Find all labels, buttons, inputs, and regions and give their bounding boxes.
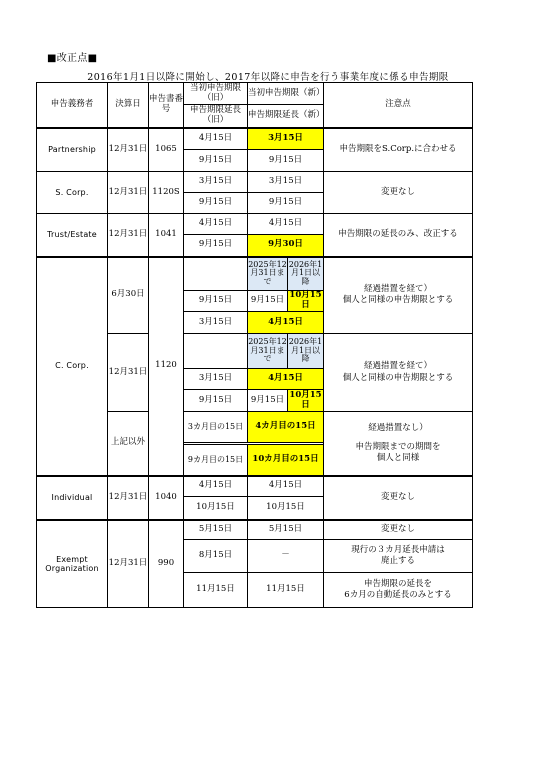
note: 変更なし <box>324 520 473 540</box>
extension-new-from-2026: 10月15日 <box>289 290 322 310</box>
extension-new: 11月15日 <box>248 573 324 608</box>
note-line: 個人と同様 <box>376 452 420 463</box>
note-line: 個人と同様の申告期限とする <box>342 295 454 306</box>
deadline-table <box>36 82 473 608</box>
extension-old: 10月15日 <box>184 497 248 520</box>
header-fiscal-year-end: 決算日 <box>108 83 149 128</box>
header-taxpayer: 申告義務者 <box>37 83 108 128</box>
header-ext-deadline-old: 申告期限延長（旧） <box>184 105 248 128</box>
extension-new-changed: 9月30日 <box>248 235 324 257</box>
fiscal-year-end: 12月31日 <box>108 128 149 172</box>
extension-new: 10月15日 <box>248 497 324 520</box>
deadline-old: 3月15日 <box>184 172 248 193</box>
deadline-new-changed: 4カ月目の15日 <box>248 412 324 443</box>
extension-new-until-2025: 9月15日 <box>248 390 288 412</box>
extension-old: 9月15日 <box>184 193 248 214</box>
deadline-new: 4月15日 <box>248 476 324 497</box>
deadline-new-changed: 4月15日 <box>248 369 324 390</box>
taxpayer-name-line: Organization <box>45 563 99 573</box>
extension-new: － <box>248 540 324 573</box>
note-line: 個人と同様の申告期限とする <box>342 372 454 383</box>
note: 変更なし <box>324 476 473 520</box>
form-number: 1065 <box>149 128 184 172</box>
fiscal-year-end: 12月31日 <box>108 476 149 520</box>
note <box>324 412 473 476</box>
extension-old: 9月15日 <box>184 150 248 172</box>
form-number: 1120 <box>149 257 184 476</box>
deadline-old: 4月15日 <box>184 214 248 235</box>
period-until-2025: 2025年12月31日まで <box>248 334 288 369</box>
fiscal-year-end-other: 上記以外 <box>108 412 149 476</box>
extension-old: 11月15日 <box>184 573 248 608</box>
extension-new-until-2025: 9月15日 <box>248 291 288 312</box>
deadline-new: 5月15日 <box>248 520 324 540</box>
deadline-old: 3月15日 <box>184 312 248 334</box>
extension-new: 9月15日 <box>248 193 324 214</box>
note <box>324 540 473 573</box>
deadline-old: 3月15日 <box>184 369 248 390</box>
extension-old: 9月15日 <box>184 291 248 312</box>
note <box>324 334 473 412</box>
period-until-2025: 2025年12月31日まで <box>248 257 288 291</box>
taxpayer-name-line: Exempt <box>56 554 88 564</box>
taxpayer-partnership: Partnership <box>37 128 108 172</box>
header-notes: 注意点 <box>324 83 473 128</box>
note <box>324 257 473 334</box>
fiscal-year-end-june: 6月30日 <box>108 257 149 334</box>
taxpayer-individual: Individual <box>37 476 108 520</box>
form-number: 1041 <box>149 214 184 257</box>
note: 申告期限をS.Corp.に合わせる <box>324 128 473 172</box>
form-number: 1120S <box>149 172 184 214</box>
note-line: 申告期限の延長を <box>363 578 432 589</box>
header-form-number: 申告書番号 <box>149 83 184 128</box>
deadline-new: 3月15日 <box>248 172 324 193</box>
extension-new-from-2026: 10月15日 <box>289 389 322 410</box>
blank-cell <box>184 257 248 291</box>
note: 変更なし <box>324 172 473 214</box>
header-orig-deadline-old: 当初申告期限（旧） <box>184 83 248 105</box>
taxpayer-trust-estate: Trust/Estate <box>37 214 108 257</box>
form-number: 990 <box>149 520 184 608</box>
note-line: 廃止する <box>380 556 415 566</box>
taxpayer-c-corp: C. Corp. <box>37 257 108 476</box>
note <box>324 573 473 608</box>
deadline-new-changed: 3月15日 <box>248 128 324 150</box>
note-line: 経過措置なし） <box>368 422 428 433</box>
deadline-new: 4月15日 <box>248 214 324 235</box>
note-line: 経過措置を経て） <box>363 284 432 295</box>
period-from-2026: 2026年1月1日以降 <box>288 334 324 369</box>
section-heading: ■改正点■ <box>47 53 98 64</box>
fiscal-year-end: 12月31日 <box>108 520 149 608</box>
period-from-2026: 2026年1月1日以降 <box>288 257 324 291</box>
extension-old: 9月15日 <box>184 390 248 412</box>
taxpayer-s-corp: S. Corp. <box>37 172 108 214</box>
fiscal-year-end: 12月31日 <box>108 172 149 214</box>
extension-new-changed: 10カ月目の15日 <box>248 445 324 476</box>
header-orig-deadline-new: 当初申告期限（新） <box>248 83 324 105</box>
taxpayer-exempt-organization <box>37 520 108 608</box>
note-line: 申告期限までの期間を <box>355 441 441 452</box>
note-line: 現行の３カ月延長申請は <box>351 544 445 555</box>
deadline-old: 3カ月目の15日 <box>184 412 248 443</box>
extension-new: 9月15日 <box>248 150 324 172</box>
deadline-new-changed: 4月15日 <box>248 312 324 334</box>
note-line: 6カ月の自動延長のみとする <box>344 590 452 600</box>
table-caption: 2016年1月1日以降に開始し、2017年以降に申告を行う事業年度に係る申告期限 <box>87 72 449 83</box>
note: 申告期限の延長のみ、改正する <box>324 214 473 257</box>
deadline-old: 4月15日 <box>184 476 248 497</box>
fiscal-year-end-december: 12月31日 <box>108 334 149 412</box>
note-line: 経過措置を経て） <box>363 361 432 372</box>
deadline-old: 5月15日 <box>184 520 248 540</box>
blank-cell <box>184 334 248 369</box>
extension-old: 8月15日 <box>184 540 248 573</box>
deadline-old: 4月15日 <box>184 128 248 150</box>
extension-old: 9カ月目の15日 <box>184 445 248 476</box>
header-ext-deadline-new: 申告期限延長（新） <box>248 105 324 128</box>
extension-old: 9月15日 <box>184 235 248 257</box>
form-number: 1040 <box>149 476 184 520</box>
fiscal-year-end: 12月31日 <box>108 214 149 257</box>
